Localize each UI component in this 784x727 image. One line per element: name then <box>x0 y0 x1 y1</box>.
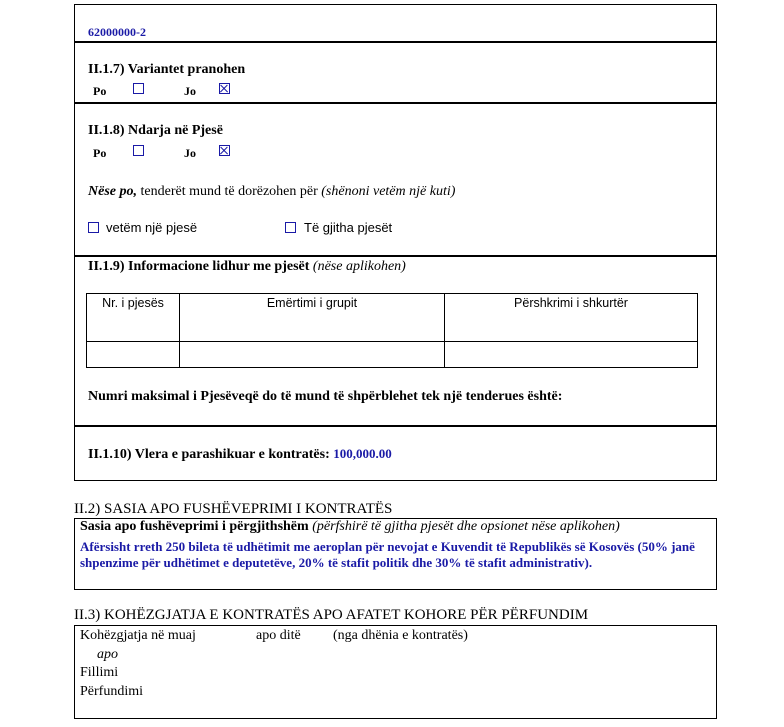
quantity-label-note: (përfshirë të gjitha pjesët dhe opsionet nëse aplikohen) <box>312 519 620 534</box>
value-amount: 100,000.00 <box>333 446 392 461</box>
duration-days-label: apo ditë <box>256 628 301 643</box>
quantity-description: Afërsisht rreth 250 bileta të udhëtimit me aeroplan për nevojat e Kuvendit të Republikës së Kosovës (50% janë shpenzime për udhëtimet e deputetëve, 20% të stafit politik dhe 30% të stafit administrativ). <box>80 539 695 570</box>
max-lots-label: Numri maksimal i Pjesëveqë do të mund të shpërblehet tek një tenderues është: <box>88 389 563 404</box>
lot-info-heading-line <box>88 259 406 275</box>
lots-no-label: Jo <box>184 146 196 160</box>
column-header-short-description: Përshkrimi i shkurtër <box>445 294 698 342</box>
divider <box>74 425 717 427</box>
lots-if-yes-b: tenderët mund të dorëzohen për <box>140 184 318 199</box>
duration-section-title: II.3) KOHËZGJATJA E KONTRATËS APO AFATET KOHORE PËR PËRFUNDIM <box>74 607 589 623</box>
table-row <box>87 294 698 342</box>
variants-no-label: Jo <box>184 84 196 98</box>
lot-info-heading: II.1.9) Informacione lidhur me pjesët <box>88 259 310 274</box>
table-cell[interactable] <box>87 342 180 368</box>
duration-start-label: Fillimi <box>80 665 119 680</box>
divider <box>74 102 717 104</box>
lot-info-table <box>86 293 698 368</box>
variants-heading: II.1.7) Variantet pranohen <box>88 62 246 77</box>
variants-no-checkbox[interactable] <box>219 83 230 94</box>
value-line <box>88 446 392 463</box>
duration-end-label: Përfundimi <box>80 684 143 699</box>
quantity-section-title: II.2) SASIA APO FUSHËVEPRIMI I KONTRATËS <box>74 501 393 517</box>
table-cell[interactable] <box>445 342 698 368</box>
table-row <box>87 342 698 368</box>
cpv-code: 62000000-2 <box>88 25 146 39</box>
lots-option-one-checkbox[interactable] <box>88 222 99 233</box>
lots-if-yes-line <box>88 184 455 200</box>
table-cell[interactable] <box>180 342 445 368</box>
divider <box>74 41 717 43</box>
duration-months-label: Kohëzgjatja në muaj <box>80 628 196 643</box>
lots-option-one-label: vetëm një pjesë <box>106 220 198 235</box>
lots-heading: II.1.8) Ndarja në Pjesë <box>88 123 223 138</box>
lots-option-all-label: Të gjitha pjesët <box>304 220 393 235</box>
value-label: II.1.10) Vlera e parashikuar e kontratës: <box>88 447 330 462</box>
duration-or-label: apo <box>97 647 118 662</box>
variants-yes-label: Po <box>93 84 107 98</box>
lots-option-all-checkbox[interactable] <box>285 222 296 233</box>
lots-yes-label: Po <box>93 146 107 160</box>
duration-from-award: (nga dhënia e kontratës) <box>333 628 468 643</box>
variants-yes-checkbox[interactable] <box>133 83 144 94</box>
lots-if-yes-c: (shënoni vetëm një kuti) <box>321 184 456 199</box>
quantity-label: Sasia apo fushëveprimi i përgjithshëm <box>80 519 309 534</box>
divider <box>74 255 717 257</box>
lots-if-yes-a: Nëse po, <box>88 184 137 199</box>
column-header-lot-number: Nr. i pjesës <box>87 294 180 342</box>
quantity-label-line <box>80 519 620 535</box>
lot-info-heading-note: (nëse aplikohen) <box>312 259 406 274</box>
lots-yes-checkbox[interactable] <box>133 145 144 156</box>
column-header-group-name: Emërtimi i grupit <box>180 294 445 342</box>
lots-no-checkbox[interactable] <box>219 145 230 156</box>
